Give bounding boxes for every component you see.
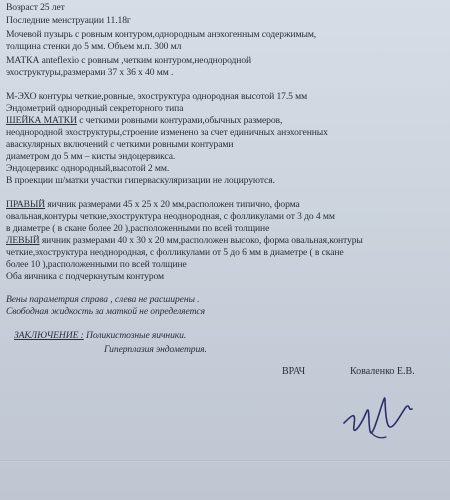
cervix-cysts-line: диаметром до 5 мм – кисты эндоцервикса. <box>6 151 176 162</box>
conclusion-heading: ЗАКЛЮЧЕНИЕ : <box>14 330 84 341</box>
bladder-wall-line: толщина стенки до 5 мм. Объем м.п. 300 мл <box>6 41 182 52</box>
doctor-role: ВРАЧ <box>282 366 306 377</box>
doctor-name: Коваленко Е.В. <box>350 366 415 377</box>
cervix-line: ШЕЙКА МАТКИ с четкими ровными контурами,обычных размеров, <box>6 115 283 126</box>
right-ovary-structure-line: овальная,контуры четкие,эхоструктура неоднородная, с фолликулами от 3 до 4 мм <box>6 211 335 222</box>
endometrium-line: Эндометрий однородный секреторного типа <box>6 103 184 114</box>
left-ovary-heading: ЛЕВЫЙ <box>6 235 40 246</box>
last-menstruation-line: Последние менструации 11.18г <box>6 15 131 26</box>
conclusion-line: ЗАКЛЮЧЕНИЕ : Поликистозные яичники. <box>14 330 187 341</box>
cervix-inclusions-line: аваскулярных включений с четкими ровными контурами <box>6 139 234 150</box>
uterus-size-line: эхоструктуры,размерами 37 х 36 х 40 мм . <box>6 67 174 78</box>
age-line: Возраст 25 лет <box>6 2 65 13</box>
right-ovary-line: ПРАВЫЙ яичник размерами 45 х 25 х 20 мм,расположен типично, форма <box>6 199 300 210</box>
free-fluid-line: Свободная жидкость за маткой не определяется <box>6 306 205 317</box>
left-ovary-structure-line: четкие,эхоструктура неоднородная, с фолликулами от 5 до 6 мм в диаметре ( в скане <box>6 247 344 258</box>
parametrium-veins-line: Вены параметрия справа , слева не расширены . <box>6 294 200 305</box>
right-ovary-follicles-line: в диаметре ( в скане более 20 ),расположенными по всей толщине <box>6 223 270 234</box>
left-ovary-line: ЛЕВЫЙ яичник размерами 40 х 30 х 20 мм,расположен высоко, форма овальная,контуры <box>6 235 363 246</box>
handwritten-signature <box>340 385 420 455</box>
uterus-line: МАТКА anteflexio с ровным ,четким контуром,неоднородной <box>6 55 252 66</box>
conclusion-diagnosis-line: Гиперплазия эндометрия. <box>104 344 207 355</box>
m-echo-line: М-ЭХО контуры четкие,ровные, эхоструктура однородная высотой 17.5 мм <box>6 91 308 102</box>
cervix-heading: ШЕЙКА МАТКИ <box>6 115 77 126</box>
cervix-structure-line: неоднородной эхоструктуры,строение изменено за счет единичных анэхогенных <box>6 127 328 138</box>
both-ovaries-line: Оба яичника с подчеркнутым контуром <box>6 271 165 282</box>
cervix-vascular-line: В проекции ш/матки участки гиперваскуляризации не лоцируются. <box>6 175 275 186</box>
bladder-line: Мочевой пузырь с ровным контуром,однородным анэхогенным содержимым, <box>6 29 317 40</box>
right-ovary-heading: ПРАВЫЙ <box>6 199 46 210</box>
paper-fold <box>0 460 450 463</box>
endocervix-line: Эндоцервикс однородный,высотой 2 мм. <box>6 163 170 174</box>
left-ovary-follicles-line: более 10 ),расположенными по всей толщине <box>6 259 187 270</box>
